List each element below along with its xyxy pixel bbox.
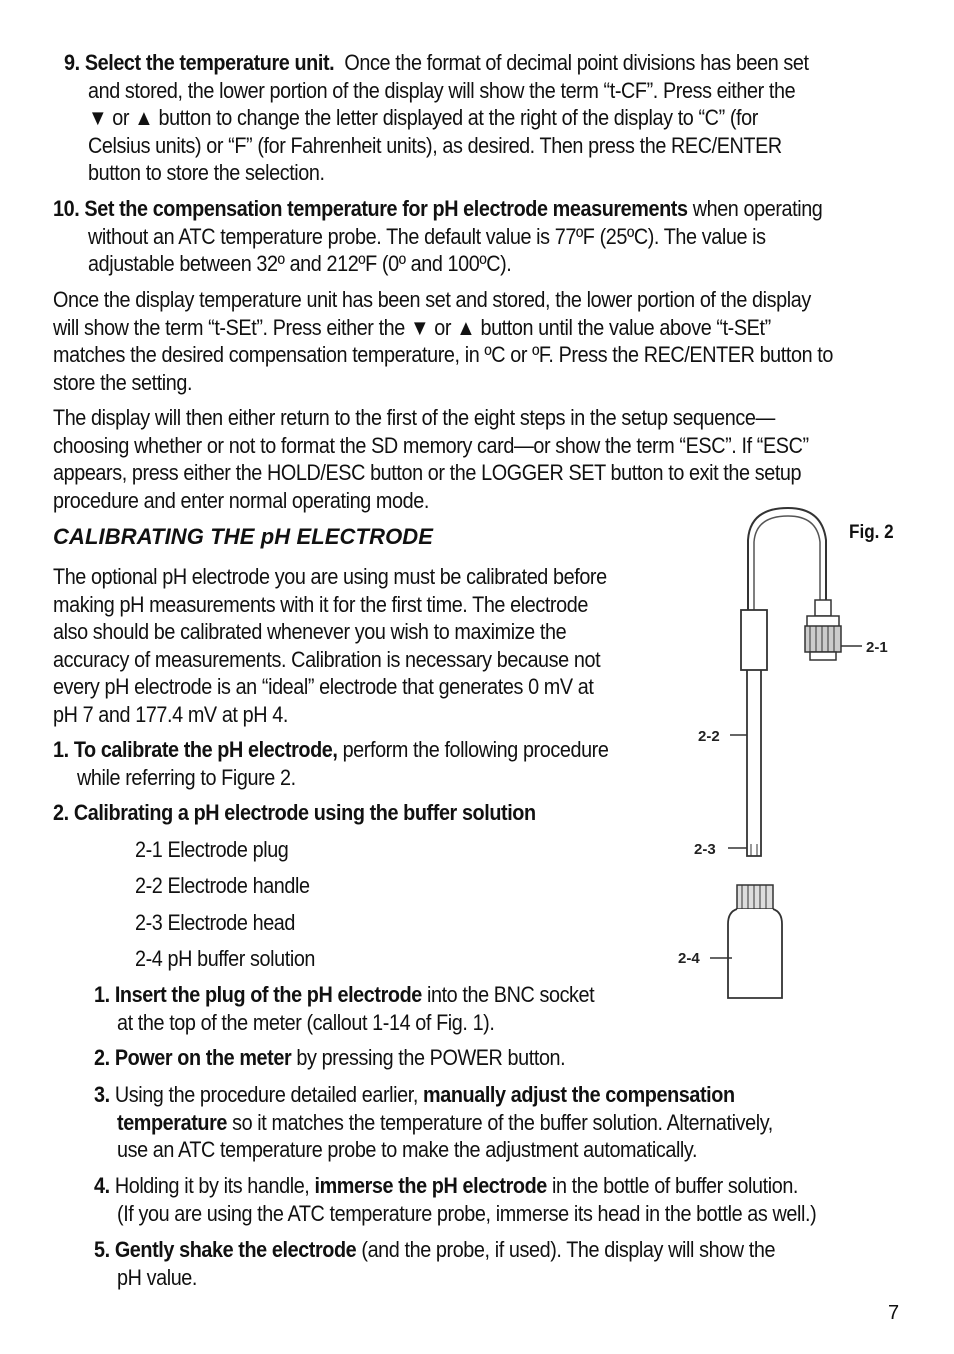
step-text: by pressing the POWER button. <box>296 1045 566 1070</box>
step-9-line-3: ▼ or ▲ button to change the letter displayed at the right of the display to “C” (for <box>88 105 758 130</box>
step-number: 9. <box>64 50 80 75</box>
part-2-3: 2-3 Electrode head <box>135 910 296 935</box>
buffer-bottle <box>728 885 782 998</box>
part-2-1: 2-1 Electrode plug <box>135 837 289 862</box>
section-heading: CALIBRATING THE pH ELECTRODE <box>53 524 434 549</box>
step-10-line-2: without an ATC temperature probe. The default value is 77ºF (25ºC). The value is <box>88 223 766 249</box>
step-text: in the bottle of buffer solution. <box>551 1173 799 1198</box>
para-1-line-2: will show the term “t-SEt”. Press either the ▼ or ▲ button until the value above “t-SEt” <box>53 314 771 340</box>
para-3-line-4: accuracy of measurements. Calibration is necessary because not <box>53 646 601 672</box>
callout-2-2: 2-2 <box>698 728 720 745</box>
step-title: temperature <box>117 1109 227 1135</box>
step-9-line-4: Celsius units) or “F” (for Fahrenheit units), as desired. Then press the REC/ENTER <box>88 132 782 158</box>
electrode-head <box>747 840 761 856</box>
electrode-figure <box>670 500 910 1010</box>
para-2-line-2: choosing whether or not to format the SD memory card—or show the term “ESC”. If “ESC” <box>53 432 809 458</box>
sub-step-4-line-1 <box>94 1172 798 1200</box>
step-10-line-1 <box>53 195 822 223</box>
step-title: immerse the pH electrode <box>314 1173 547 1198</box>
sub-step-1-line-1 <box>94 981 594 1009</box>
sub-step-3-line-3: use an ATC temperature probe to make the adjustment automatically. <box>117 1137 698 1162</box>
part-2-2: 2-2 Electrode handle <box>135 873 310 898</box>
sub-step-4-line-2: (If you are using the ATC temperature probe, immerse its head in the bottle as well.) <box>117 1200 817 1226</box>
step-number: 3. <box>94 1082 110 1107</box>
step-number: 10. <box>53 196 80 221</box>
para-2-line-3: appears, press either the HOLD/ESC button or the LOGGER SET button to exit the setup <box>53 460 802 485</box>
step-title: To calibrate the pH electrode, <box>73 737 338 762</box>
step-text: into the BNC socket <box>426 982 595 1007</box>
step-text: when operating <box>692 196 823 221</box>
callout-2-4: 2-4 <box>678 950 700 967</box>
step-number: 1. <box>94 982 110 1007</box>
para-1-line-4: store the setting. <box>53 369 193 395</box>
step-number: 5. <box>94 1237 110 1262</box>
step-title: Gently shake the electrode <box>114 1237 357 1262</box>
step-text: Using the procedure detailed earlier, <box>114 1082 418 1107</box>
cable-outer <box>748 508 826 610</box>
sub-step-5-line-2: pH value. <box>117 1264 198 1290</box>
callout-2-1: 2-1 <box>866 639 888 656</box>
sub-step-3-line-2 <box>117 1109 773 1137</box>
cable-inner <box>754 516 820 610</box>
step-number: 2. <box>53 800 69 825</box>
para-1-line-3: matches the desired compensation temperature, in ºC or ºF. Press the REC/ENTER button to <box>53 342 833 367</box>
para-3-line-3: also should be calibrated whenever you wish to maximize the <box>53 619 567 644</box>
sub-step-3-line-1 <box>94 1081 735 1109</box>
sub-step-1-line-2: at the top of the meter (callout 1-14 of Fig. 1). <box>117 1009 495 1035</box>
part-2-4: 2-4 pH buffer solution <box>135 946 316 971</box>
step-number: 1. <box>53 737 69 762</box>
electrode-handle <box>741 610 767 670</box>
para-3-line-6: pH 7 and 177.4 mV at pH 4. <box>53 701 288 727</box>
cal-step-1-line-2: while referring to Figure 2. <box>77 764 296 790</box>
step-text: (and the probe, if used). The display will show the <box>361 1237 776 1262</box>
para-1-line-1: Once the display temperature unit has been set and stored, the lower portion of the display <box>53 287 811 312</box>
step-text: so it matches the temperature of the buffer solution. Alternatively, <box>232 1109 773 1135</box>
para-2-line-1: The display will then either return to the first of the eight steps in the setup sequence— <box>53 405 775 430</box>
figure-label: Fig. 2 <box>849 522 894 543</box>
step-title: Insert the plug of the pH electrode <box>114 982 422 1007</box>
step-title: manually adjust the compensation <box>423 1082 735 1107</box>
step-title: Power on the meter <box>114 1045 292 1070</box>
step-number: 2. <box>94 1045 110 1070</box>
page-number: 7 <box>888 1302 900 1324</box>
cal-step-2 <box>53 799 536 827</box>
step-title: Select the temperature unit. <box>84 50 335 75</box>
para-3-line-1: The optional pH electrode you are using must be calibrated before <box>53 564 607 589</box>
step-number: 4. <box>94 1173 110 1198</box>
step-text: Holding it by its handle, <box>114 1173 310 1198</box>
step-title: Calibrating a pH electrode using the buffer solution <box>73 800 536 825</box>
step-9-line-5: button to store the selection. <box>88 160 325 185</box>
electrode-plug <box>805 600 841 660</box>
callout-2-3: 2-3 <box>694 841 716 858</box>
sub-step-2 <box>94 1044 565 1072</box>
step-10-line-3: adjustable between 32º and 212ºF (0º and 100ºC). <box>88 251 512 276</box>
para-3-line-5: every pH electrode is an “ideal” electrode that generates 0 mV at <box>53 674 594 699</box>
cal-step-1-line-1 <box>53 736 608 764</box>
step-9-line-1 <box>64 49 809 77</box>
step-text: Once the format of decimal point divisions has been set <box>344 50 809 75</box>
step-title: Set the compensation temperature for pH electrode measurements <box>84 196 688 221</box>
para-3-line-2: making pH measurements with it for the first time. The electrode <box>53 591 588 617</box>
step-text: perform the following procedure <box>342 737 609 762</box>
para-2-line-4: procedure and enter normal operating mode. <box>53 487 429 513</box>
sub-step-5-line-1 <box>94 1236 775 1264</box>
step-9-line-2: and stored, the lower portion of the display will show the term “t-CF”. Press either the <box>88 77 796 103</box>
